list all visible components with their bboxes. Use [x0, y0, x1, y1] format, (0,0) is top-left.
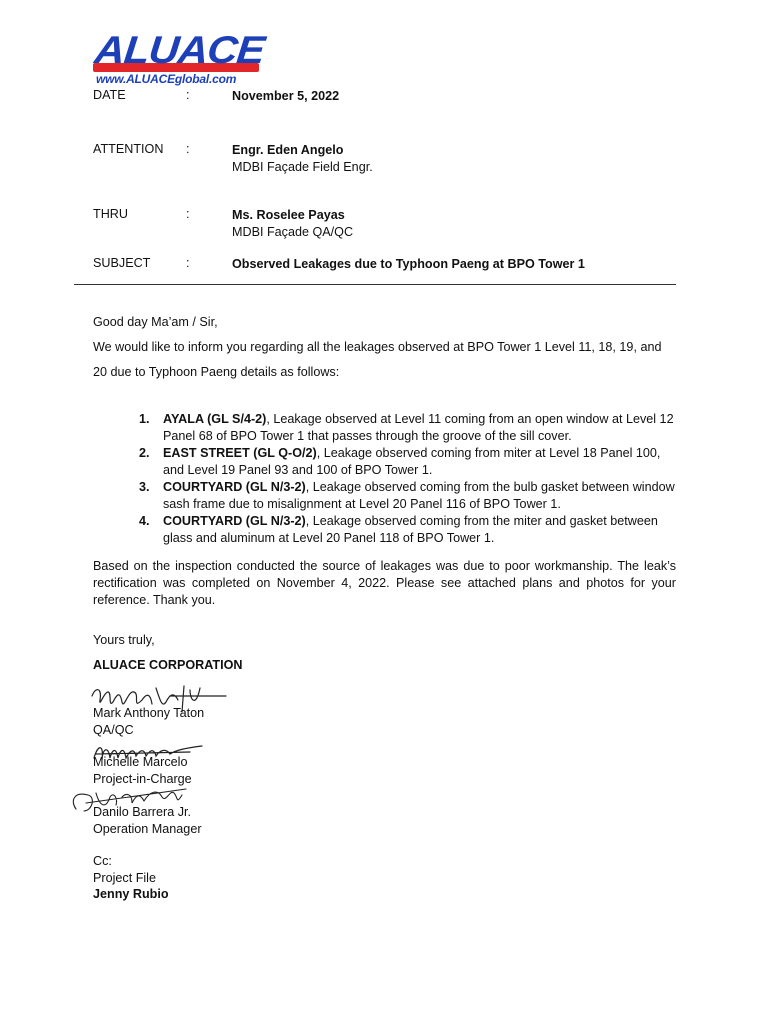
intro-line-1: We would like to inform you regarding all the leakages observed at BPO Tower 1 Level 11, 18, 19, and: [93, 340, 662, 354]
leakage-list: [139, 411, 676, 547]
logo-wordmark: ALUACE: [92, 28, 267, 72]
company-logo: [92, 28, 267, 88]
salutation: Yours truly,: [93, 633, 155, 647]
thru-label: THRU: [93, 207, 128, 221]
greeting: Good day Ma’am / Sir,: [93, 315, 218, 329]
date-colon: :: [186, 88, 190, 102]
thru-name: Ms. Roselee Payas: [232, 208, 345, 222]
thru-colon: :: [186, 207, 190, 221]
list-item-number: 3.: [139, 480, 150, 494]
attention-label: ATTENTION: [93, 142, 164, 156]
list-item: [139, 479, 676, 513]
header-divider: [74, 284, 676, 285]
company-name: ALUACE CORPORATION: [93, 658, 243, 672]
list-item: [139, 445, 676, 479]
signatory-name: Mark Anthony Taton: [93, 706, 205, 720]
list-item-location: COURTYARD (GL N/3-2): [163, 514, 306, 528]
list-item-number: 1.: [139, 412, 150, 426]
list-item-text: , Leakage observed coming from the bulb gasket between window sash frame due to misalignment at Level 20 Panel 116 of BPO Tower 1.: [163, 480, 675, 511]
list-item-number: 2.: [139, 446, 150, 460]
cc-recipient: Jenny Rubio: [93, 887, 169, 901]
list-item: [139, 411, 676, 445]
conclusion-paragraph: Based on the inspection conducted the source of leakages was due to poor workmanship. The leak’s rectification was completed on November 4, 2022. Please see attached plans and photos for your reference. Thank you.: [93, 559, 676, 607]
list-item-text: , Leakage observed at Level 11 coming from an open window at Level 12 Panel 68 of BPO Tower 1 that passes through the groove of the sill cover.: [163, 412, 674, 443]
subject-colon: :: [186, 256, 190, 270]
attention-title: MDBI Façade Field Engr.: [232, 160, 373, 174]
thru-title: MDBI Façade QA/QC: [232, 225, 354, 239]
date-value: November 5, 2022: [232, 89, 340, 103]
signatory-name: Michelle Marcelo: [93, 755, 188, 769]
list-item: [139, 513, 676, 547]
attention-colon: :: [186, 142, 190, 156]
logo-url: www.ALUACEglobal.com: [96, 72, 237, 86]
date-label: DATE: [93, 88, 126, 102]
list-item-number: 4.: [139, 514, 150, 528]
list-item-text: , Leakage observed coming from miter at Level 18 Panel 100, and Level 19 Panel 93 and 100 of BPO Tower 1.: [163, 446, 661, 477]
attention-row: [93, 142, 693, 182]
intro-line-2: 20 due to Typhoon Paeng details as follows:: [93, 365, 340, 379]
cc-recipient: Project File: [93, 871, 156, 885]
subject-row: [93, 256, 693, 296]
list-item-text: , Leakage observed coming from the miter and gasket between glass and aluminum at Level 20 Panel 118 of BPO Tower 1.: [163, 514, 658, 545]
signatory-title: Project-in-Charge: [93, 772, 192, 786]
list-item-location: EAST STREET (GL Q-O/2): [163, 446, 317, 460]
signatory-title: Operation Manager: [93, 822, 202, 836]
signatory-title: QA/QC: [93, 723, 134, 737]
list-item-location: AYALA (GL S/4-2): [163, 412, 267, 426]
attention-name: Engr. Eden Angelo: [232, 143, 344, 157]
subject-label: SUBJECT: [93, 256, 151, 270]
signatory-name: Danilo Barrera Jr.: [93, 805, 191, 819]
cc-label: Cc:: [93, 854, 112, 868]
date-row: [93, 88, 693, 128]
subject-value: Observed Leakages due to Typhoon Paeng at BPO Tower 1: [232, 257, 585, 271]
thru-row: [93, 207, 693, 247]
list-item-location: COURTYARD (GL N/3-2): [163, 480, 306, 494]
